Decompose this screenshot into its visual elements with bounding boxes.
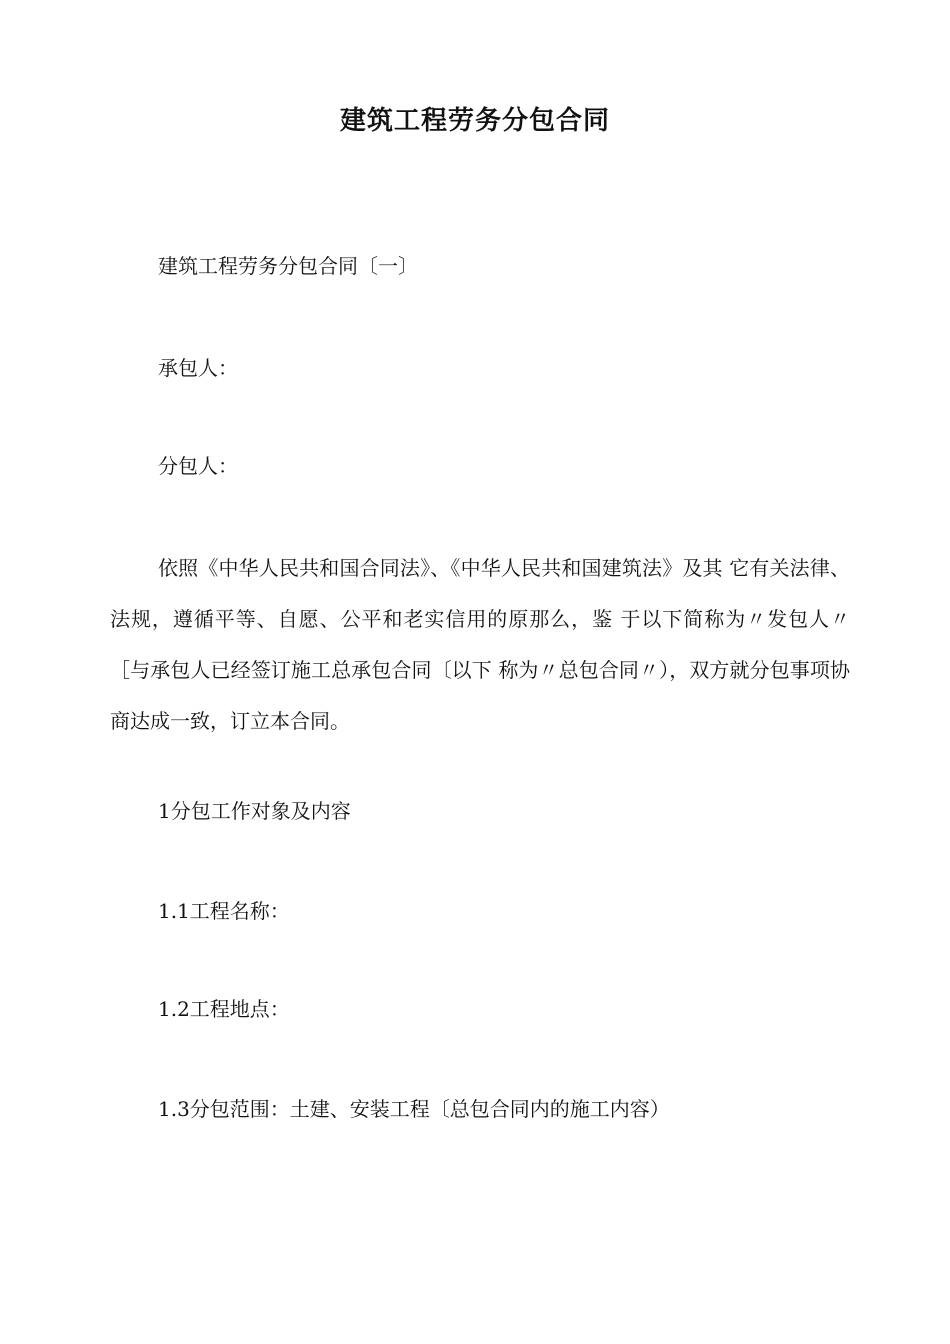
document-title: 建筑工程劳务分包合同 — [339, 106, 610, 136]
contractor-label: 承包人： — [158, 356, 238, 380]
contract-subtitle: 建筑工程劳务分包合同〔一〕 — [158, 254, 418, 278]
section-1-heading: 1分包工作对象及内容 — [158, 799, 351, 823]
subcontractor-label: 分包人： — [158, 454, 238, 478]
item-1-2-project-location: 1.2工程地点： — [158, 997, 290, 1021]
preamble-paragraph: 依照《中华人民共和国合同法》、《中华人民共和国建筑法》及其 它有关法律、法规，遵循平等、自愿、公平和老实信用的原那么，鉴 于以下简称为〃发包人〃［与承包人已经签订施工总承包合同〔以下 称为〃总包合同〃），双方就分包事项协商达成一致，订立本合同。 — [110, 556, 850, 733]
item-1-3-subcontract-scope: 1.3分包范围：土建、安装工程〔总包合同内的施工内容） — [158, 1097, 670, 1121]
item-1-1-project-name: 1.1工程名称： — [158, 899, 290, 923]
